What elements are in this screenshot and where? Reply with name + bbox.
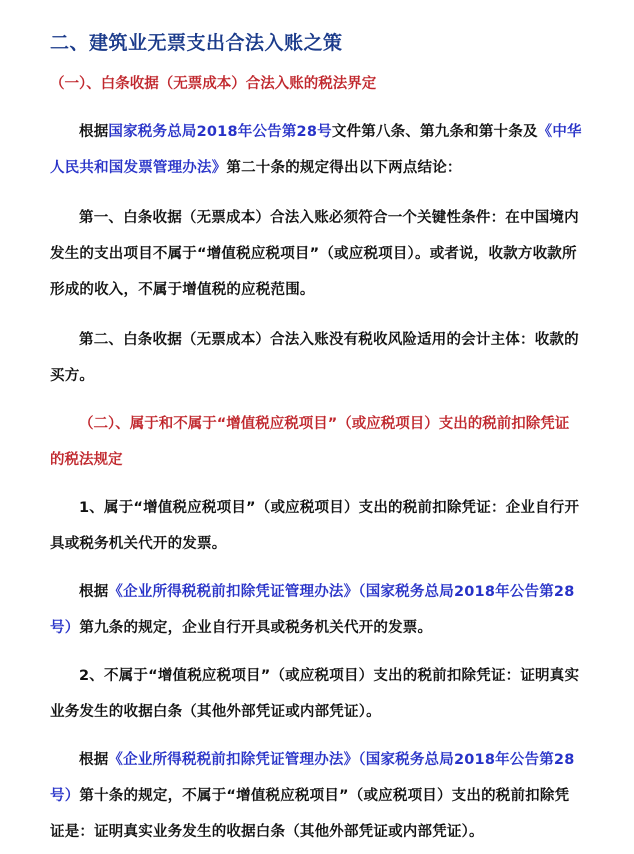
deduction-voucher-law-link-2[interactable]: 《企业所得税税前扣除凭证管理办法》（国家税务总局2018年公告第28号） (50, 752, 575, 804)
paragraph-6: 2、不属于“增值税应税项目”（或应税项目）支出的税前扣除凭证：证明真实业务发生的收据白条（其他外部凭证或内部凭证）。 (50, 668, 580, 720)
invoice-management-law-link[interactable]: 《中华人民共和国发票管理办法》 (50, 124, 582, 176)
paragraph-5-tail: 第九条的规定，企业自行开具或税务机关代开的发票。 (79, 620, 433, 636)
paragraph-7-tail: 第十条的规定，不属于“增值税应税项目”（或应税项目）支出的税前扣除凭证是：证明真实业务发生的收据白条（其他外部凭证或内部凭证）。 (50, 788, 570, 840)
paragraph-3: 第二、白条收据（无票成本）合法入账没有税收风险适用的会计主体：收款的买方。 (50, 332, 579, 384)
deduction-voucher-law-link-1[interactable]: 《企业所得税税前扣除凭证管理办法》（国家税务总局2018年公告第28号） (50, 584, 575, 636)
announcement-28-link[interactable]: 国家税务总局2018年公告第28号 (108, 124, 332, 140)
paragraph-1-tail: 第二十条的规定得出以下两点结论： (226, 160, 462, 176)
paragraph-5-lead: 根据 (79, 584, 109, 600)
paragraph-1-lead: 根据 (79, 124, 109, 140)
paragraph-1-mid: 文件第八条、第九条和第十条及 (331, 124, 538, 140)
section-2-title: （二）、属于和不属于“增值税应税项目”（或应税项目）支出的税前扣除凭证的税法规定 (50, 416, 570, 468)
paragraph-7-lead: 根据 (79, 752, 109, 768)
paragraph-5 (50, 574, 582, 646)
paragraph-4: 1、属于“增值税应税项目”（或应税项目）支出的税前扣除凭证：企业自行开具或税务机关代开的发票。 (50, 500, 580, 552)
paragraph-2: 第一、白条收据（无票成本）合法入账必须符合一个关键性条件：在中国境内发生的支出项目不属于“增值税应税项目”（或应税项目）。或者说，收款方收款所形成的收入，不属于增值税的应税范围。 (50, 210, 579, 298)
main-heading: 二、建筑业无票支出合法入账之策 (50, 32, 343, 54)
paragraph-7 (50, 742, 582, 850)
section-1-title: （一）、白条收据（无票成本）合法入账的税法界定 (50, 76, 377, 92)
paragraph-1 (50, 114, 582, 186)
